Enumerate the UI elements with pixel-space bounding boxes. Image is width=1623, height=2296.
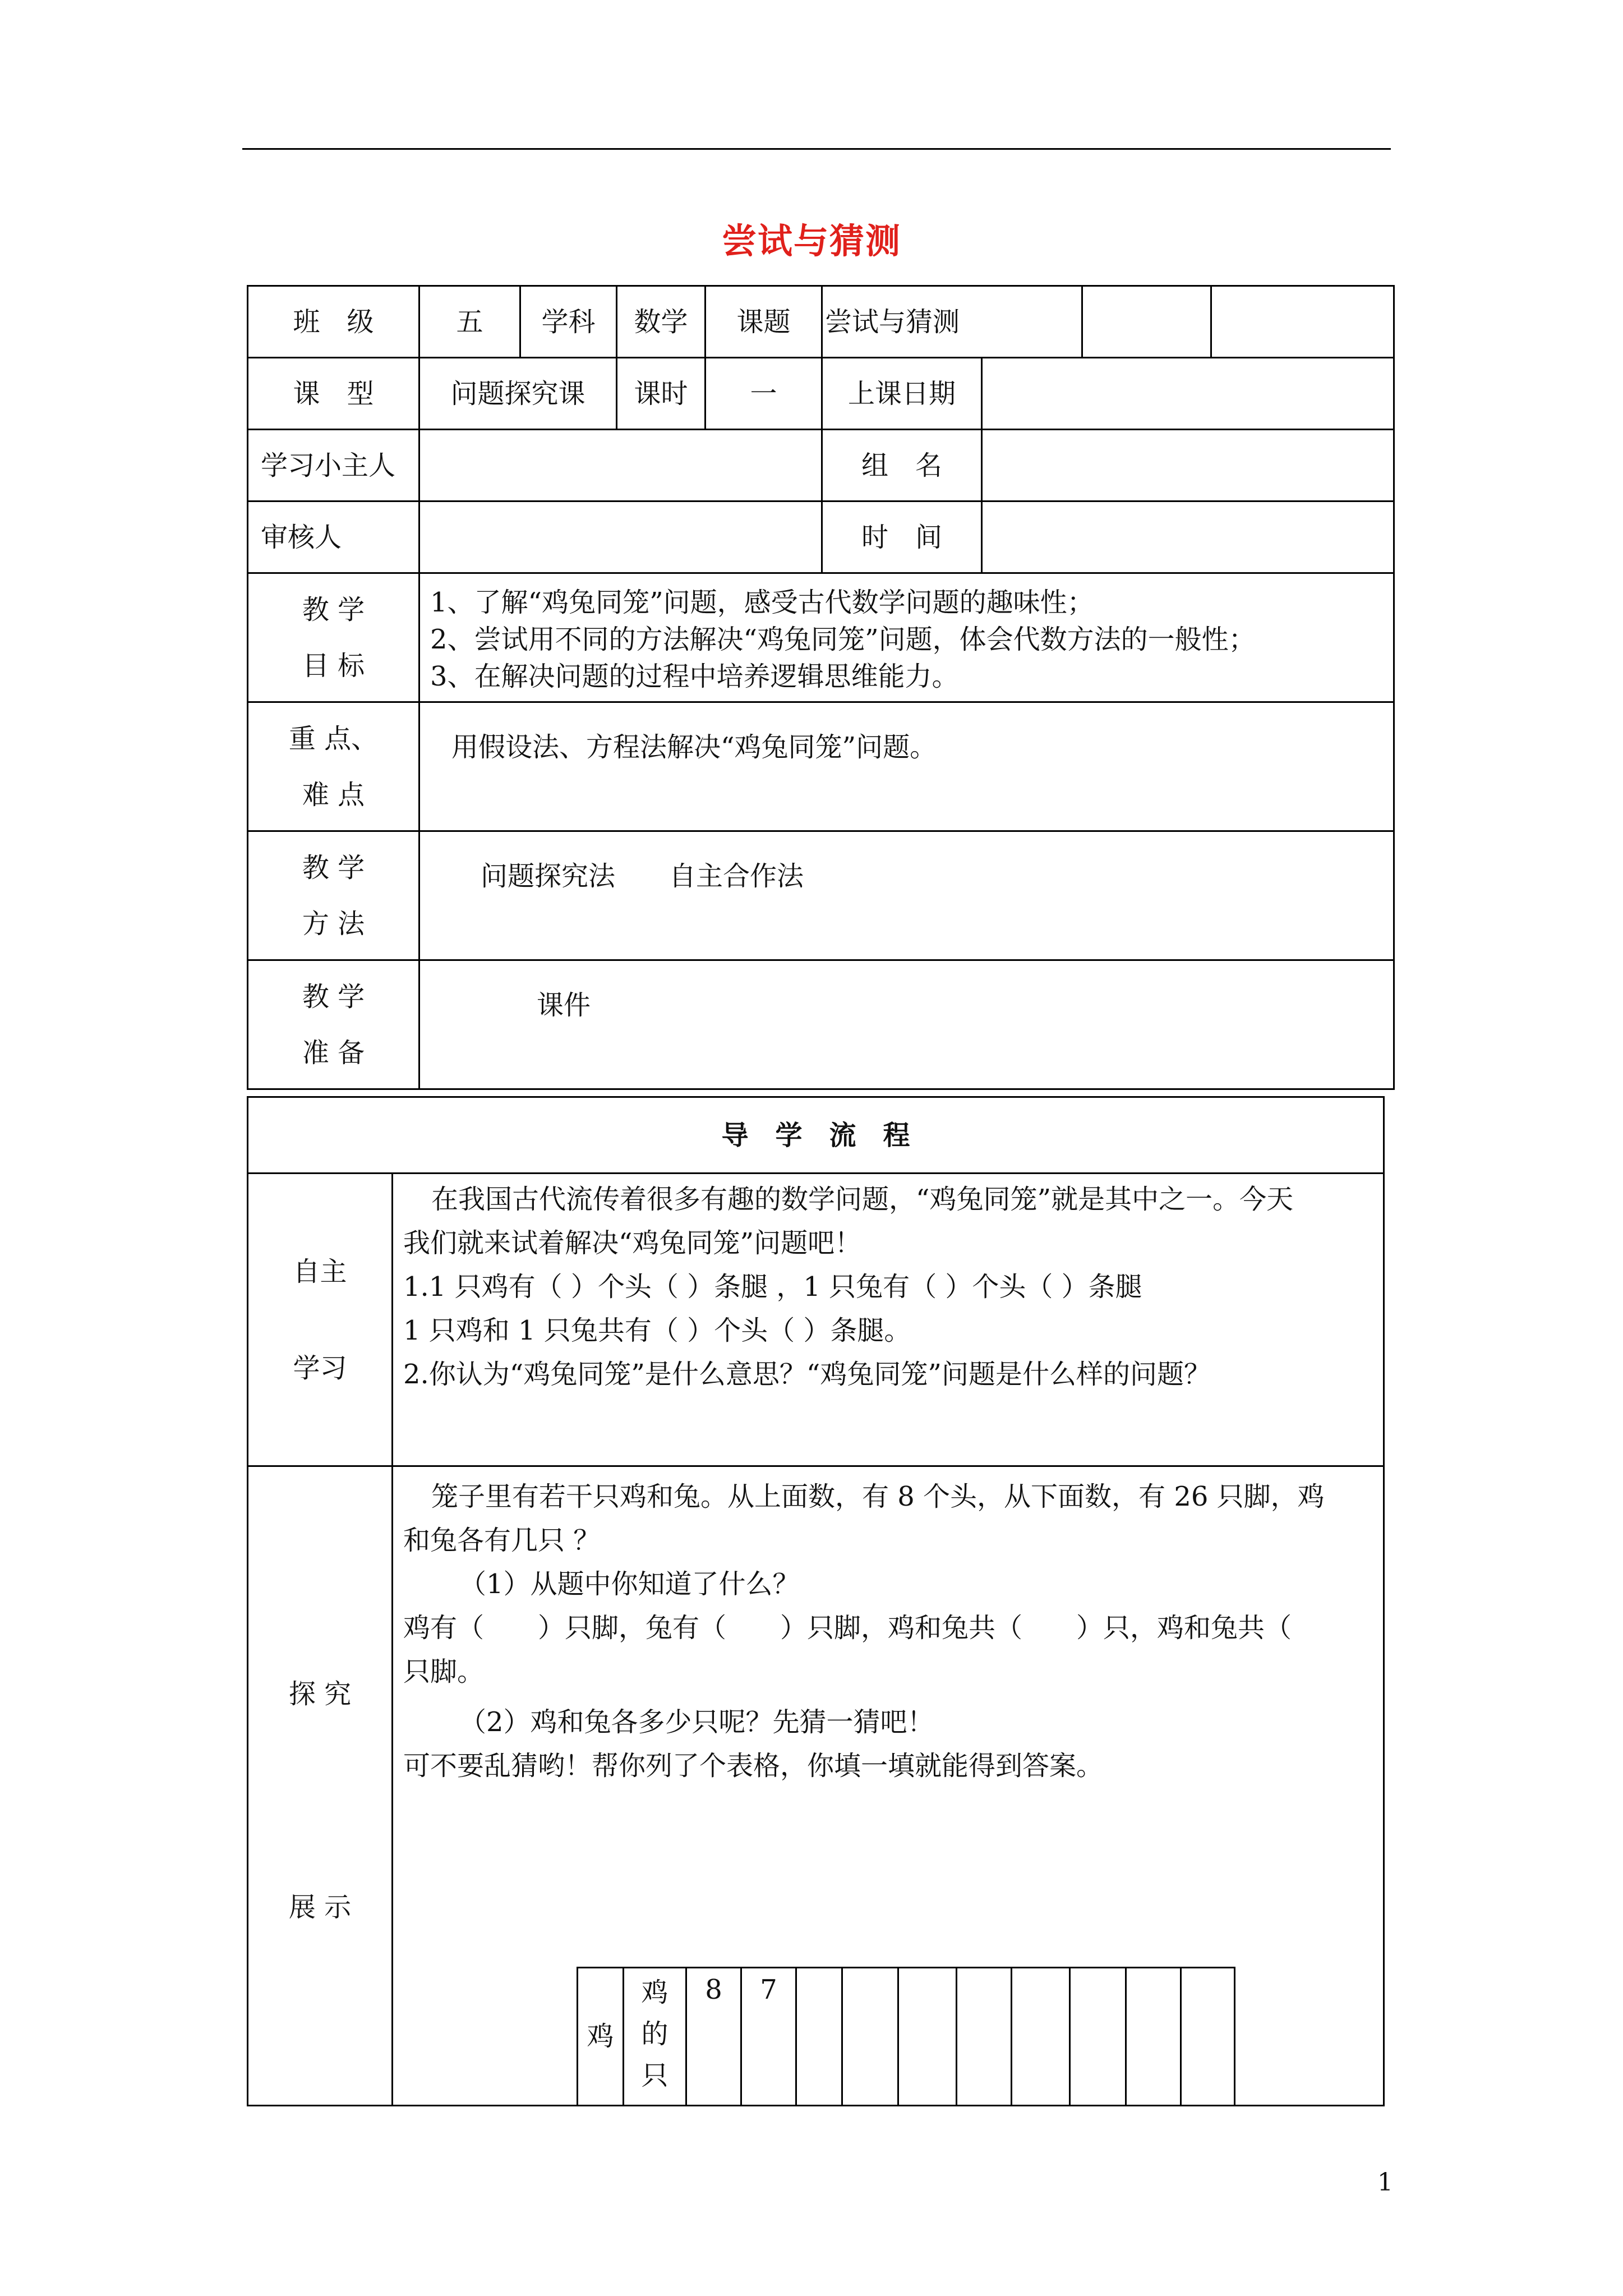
prep-label	[248, 960, 419, 1089]
empty-cell-1	[1082, 286, 1211, 358]
flow-header: 导 学 流 程	[248, 1097, 1384, 1174]
guess-row-sub	[624, 1968, 686, 2106]
self-study-label-1: 自主	[293, 1255, 347, 1287]
methods-content	[419, 831, 1394, 960]
key-points-label	[248, 702, 419, 831]
methods-label-1: 教 学	[302, 852, 365, 884]
guess-cell[interactable]	[1181, 1968, 1235, 2106]
explore-line: 鸡有（ ）只脚，兔有（ ）只脚，鸡和兔共（ ）只，鸡和兔共（	[403, 1612, 1292, 1644]
guess-cell[interactable]: 8	[686, 1968, 741, 2106]
explore-line: 可不要乱猜哟！帮你列了个表格，你填一填就能得到答案。	[403, 1750, 1104, 1782]
guess-cell[interactable]	[842, 1968, 898, 2106]
key-points-content	[419, 702, 1394, 831]
guess-row-sub-text: 鸡的只	[641, 1977, 668, 2091]
explore-line: 和兔各有几只 ？	[403, 1525, 601, 1556]
self-study-line: 我们就来试着解决“鸡兔同笼”问题吧！	[403, 1227, 862, 1259]
lesson-info-table	[247, 285, 1395, 1090]
explore-label-2: 展 示	[288, 1892, 352, 1923]
prep-label-2: 准 备	[302, 1037, 365, 1069]
group-value	[983, 430, 1393, 500]
key-points-label-1: 重 点、	[288, 723, 379, 754]
reviewer-label: 审核人	[248, 501, 419, 573]
goals-label-2: 目 标	[302, 650, 365, 682]
prep-text: 课件	[537, 990, 591, 1021]
type-label: 课 型	[248, 358, 419, 430]
prep-label-1: 教 学	[302, 981, 365, 1013]
methods-label-2: 方 法	[302, 908, 365, 940]
date-cell	[822, 358, 1394, 430]
guess-table	[577, 1967, 1235, 2106]
time-value	[983, 502, 1393, 572]
host-label: 学习小主人	[248, 430, 419, 501]
guess-cell[interactable]	[1012, 1968, 1070, 2106]
date-value	[983, 358, 1393, 429]
guess-cell[interactable]	[796, 1968, 842, 2106]
guess-cell[interactable]	[1070, 1968, 1126, 2106]
guess-cell[interactable]	[957, 1968, 1012, 2106]
class-value: 五	[419, 286, 520, 358]
prep-content	[419, 960, 1394, 1089]
self-study-line: 在我国古代流传着很多有趣的数学问题，“鸡兔同笼”就是其中之一。今天	[431, 1184, 1294, 1215]
time-cell	[822, 501, 1394, 573]
key-points-label-2: 难 点	[302, 779, 365, 811]
host-value	[419, 430, 822, 501]
goal-item: 1、了解“鸡兔同笼”问题，感受古代数学问题的趣味性；	[430, 587, 1094, 618]
empty-cell-2	[1211, 286, 1394, 358]
page-title: 尝试与猜测	[721, 220, 901, 261]
self-study-line: 1 只鸡和 1 只兔共有（ ）个头（ ）条腿。	[403, 1315, 911, 1346]
type-value: 问题探究课	[419, 358, 617, 430]
subject-value: 数学	[617, 286, 706, 358]
goal-item: 3、在解决问题的过程中培养逻辑思维能力。	[430, 661, 959, 692]
group-cell	[822, 430, 1394, 501]
goals-label	[248, 573, 419, 702]
self-study-line: 2.你认为“鸡兔同笼”是什么意思？“鸡兔同笼”问题是什么样的问题？	[403, 1359, 1211, 1390]
guess-cell[interactable]	[1126, 1968, 1181, 2106]
hours-value: 一	[706, 358, 822, 430]
self-study-content	[393, 1174, 1384, 1466]
self-study-label-2: 学习	[293, 1352, 347, 1384]
goal-item: 2、尝试用不同的方法解决“鸡兔同笼”问题，体会代数方法的一般性；	[430, 624, 1256, 655]
time-label: 时 间	[823, 502, 983, 572]
reviewer-value	[419, 501, 822, 573]
subject-label: 学科	[520, 286, 617, 358]
date-label: 上课日期	[823, 358, 983, 429]
class-label: 班 级	[248, 286, 419, 358]
key-points-text: 用假设法、方程法解决“鸡兔同笼”问题。	[451, 731, 937, 763]
guess-row-label: 鸡	[578, 1968, 624, 2106]
goals-content	[419, 573, 1394, 702]
explore-label-1: 探 究	[288, 1678, 352, 1710]
methods-text: 问题探究法 自主合作法	[481, 861, 804, 892]
learning-flow-table	[247, 1096, 1385, 2106]
explore-content	[393, 1466, 1384, 2106]
topic-label: 课题	[706, 286, 822, 358]
header-rule	[242, 148, 1391, 150]
explore-label	[248, 1466, 393, 2106]
topic-value: 尝试与猜测	[822, 286, 1082, 358]
hours-label: 课时	[617, 358, 706, 430]
explore-line: 只脚。	[403, 1656, 485, 1687]
guess-cell[interactable]	[898, 1968, 957, 2106]
guess-cell[interactable]: 7	[741, 1968, 796, 2106]
goals-label-1: 教 学	[302, 593, 365, 625]
methods-label	[248, 831, 419, 960]
explore-line: （2）鸡和兔各多少只呢？先猜一猜吧！	[459, 1706, 934, 1738]
self-study-line: 1.1 只鸡有（ ）个头（ ）条腿 ，1 只兔有（ ）个头（ ）条腿	[403, 1271, 1142, 1303]
self-study-label	[248, 1174, 393, 1466]
page-number: 1	[1377, 2168, 1393, 2197]
explore-line: （1）从题中你知道了什么？	[459, 1568, 800, 1600]
group-label: 组 名	[823, 430, 983, 500]
explore-line: 笼子里有若干只鸡和兔。从上面数，有 8 个头，从下面数，有 26 只脚，鸡	[431, 1481, 1325, 1512]
